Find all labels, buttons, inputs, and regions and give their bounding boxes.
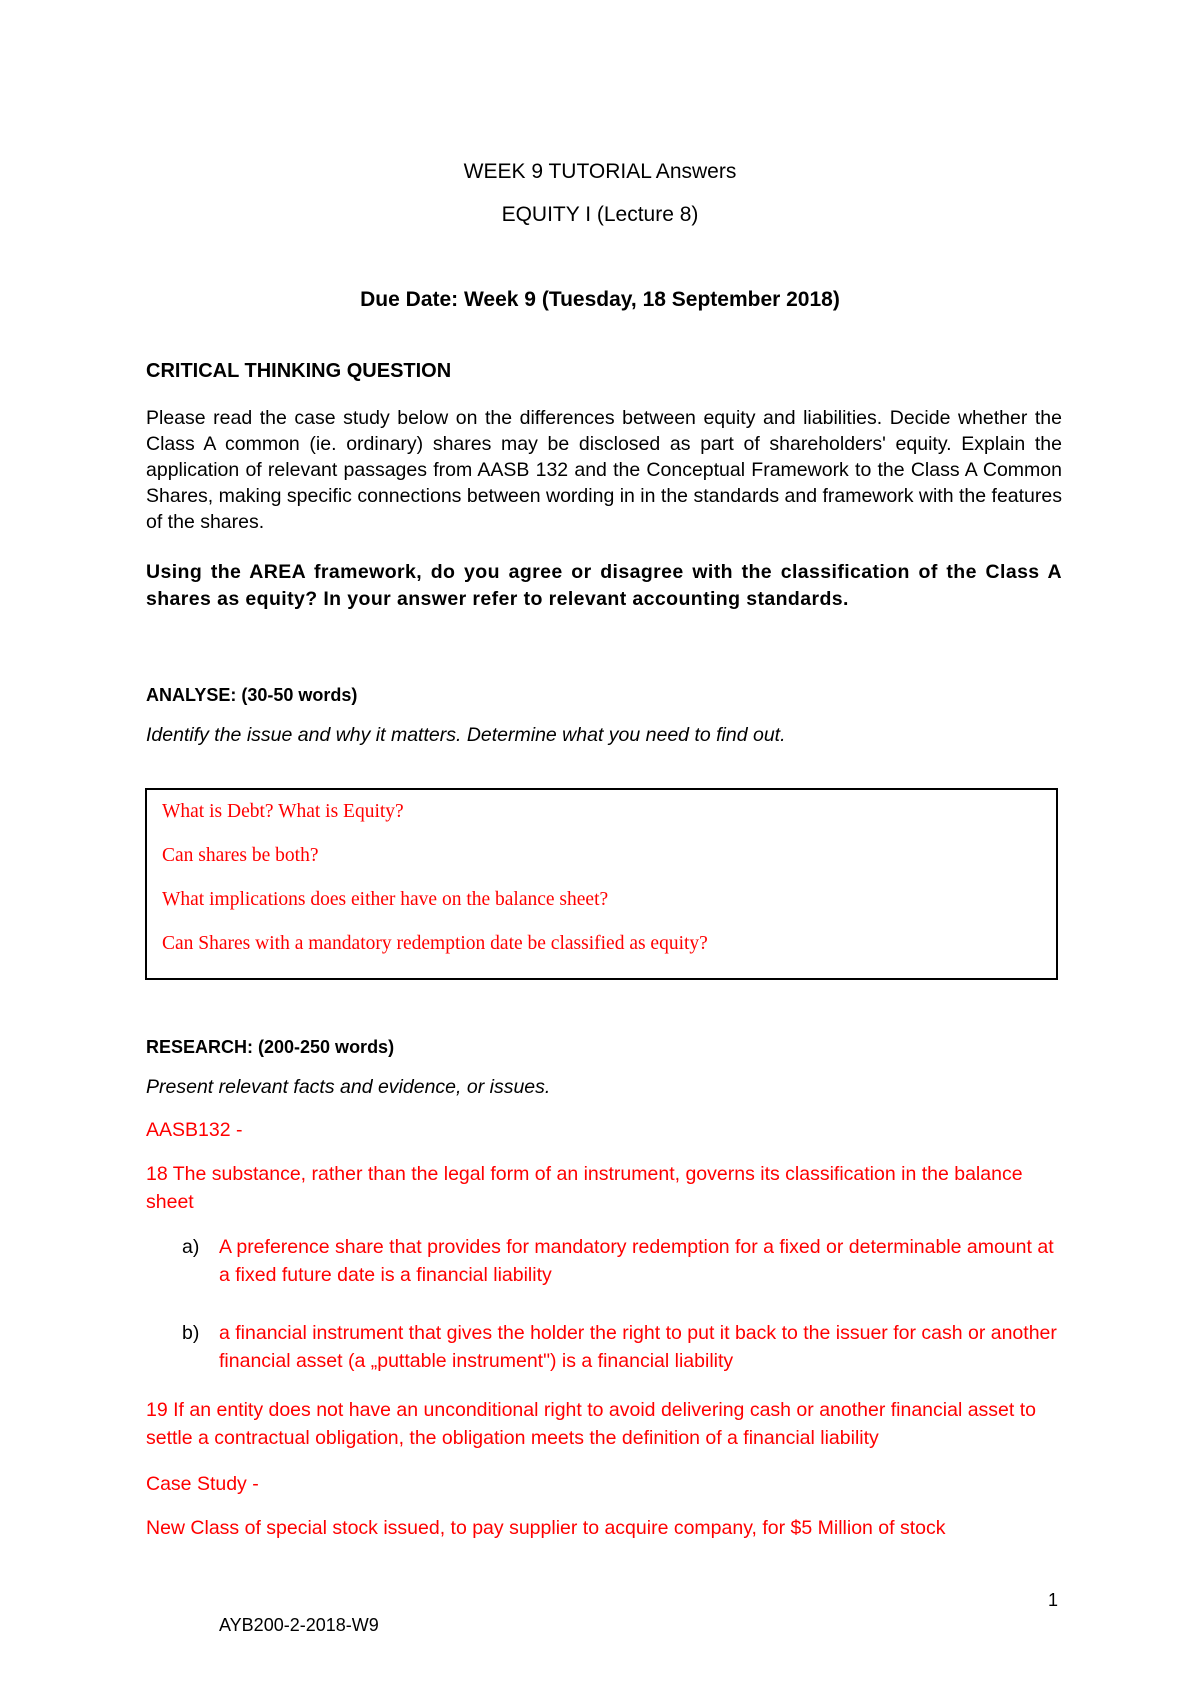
critical-thinking-heading: CRITICAL THINKING QUESTION [146,360,452,382]
analyse-instruction: Identify the issue and why it matters. Determine what you need to find out. [146,724,786,746]
page-title: WEEK 9 TUTORIAL Answers [463,160,737,183]
analyse-answer-line: Can Shares with a mandatory redemption date be classified as equity? [162,933,708,954]
aasb-reference: AASB132 - [146,1119,243,1141]
case-study-label: Case Study - [146,1473,259,1495]
research-heading: RESEARCH: (200-250 words) [146,1037,395,1057]
paragraph-18: 18 The substance, rather than the legal form of an instrument, governs its classification in the balance sheet [146,1163,1023,1213]
analyse-answer-line: What is Debt? What is Equity? [162,801,404,822]
research-instruction: Present relevant facts and evidence, or issues. [146,1076,551,1098]
list-marker: a) [182,1236,200,1258]
case-study-text: New Class of special stock issued, to pay supplier to acquire company, for $5 Million of stock [146,1517,946,1539]
due-date: Due Date: Week 9 (Tuesday, 18 September 2018) [360,288,840,311]
list-item: A preference share that provides for mandatory redemption for a fixed or determinable amount at a fixed future date is a financial liability [219,1236,1054,1286]
list-marker: b) [182,1322,200,1344]
page-subtitle: EQUITY I (Lecture 8) [501,203,699,226]
paragraph-19: 19 If an entity does not have an unconditional right to avoid delivering cash or another financial asset to settle a contractual obligation, the obligation meets the definition of a financial liability [146,1399,1036,1449]
analyse-heading: ANALYSE: (30-50 words) [146,685,358,705]
analyse-answer-line: Can shares be both? [162,845,319,866]
analyse-answer-line: What implications does either have on the balance sheet? [162,889,609,910]
list-item: a financial instrument that gives the holder the right to put it back to the issuer for cash or another financial asset (a „puttable instrument") is a financial liability [219,1322,1057,1372]
critical-thinking-question: Using the AREA framework, do you agree or disagree with the classification of the Class A shares as equity? In your answer refer to relevant accounting standards. [146,561,1062,610]
page-number: 1 [1047,1590,1058,1610]
critical-thinking-paragraph: Please read the case study below on the differences between equity and liabilities. Decide whether the Class A common (ie. ordinary) shares may be disclosed as part of shareholders' equity. Explain the application of relevant passages from AASB 132 and the Conceptual Framework to the Class A Common Shares, making specific connections between wording in in the standards and framework with the features of the shares. [146,407,1062,533]
analyse-answer-box [145,788,1058,980]
footer-code: AYB200-2-2018-W9 [219,1615,379,1635]
